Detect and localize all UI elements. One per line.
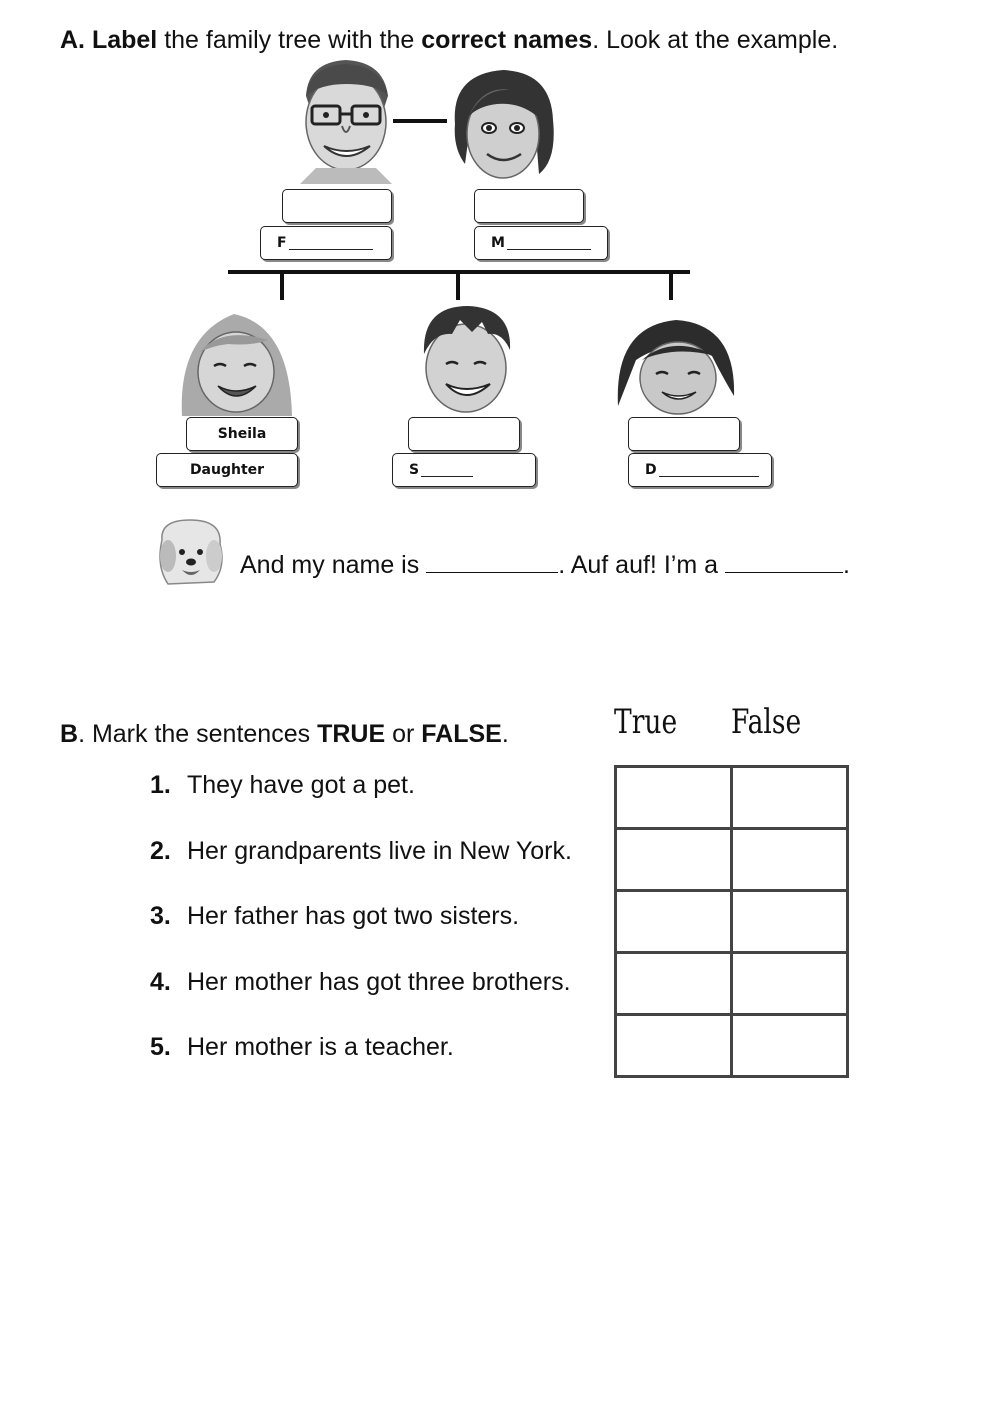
statement-row [150,902,519,931]
father-portrait [292,56,400,184]
daughter1-portrait [172,306,298,416]
son-relation-box[interactable] [392,453,536,487]
daughter1-relation: Daughter [189,462,265,478]
section-b-text-1: . Mark the sentences [78,720,318,748]
couple-connector [393,119,447,123]
daughter2-relation-blank [659,464,759,477]
grid-row [616,829,848,891]
son-portrait [412,302,518,416]
statement-row [150,968,571,997]
dog-portrait [156,516,226,588]
section-a-letter: A. [60,26,85,54]
section-a-instruction [60,26,838,55]
true-column-header: True [614,702,678,742]
dog-sentence-part-1: And my name is [240,551,427,579]
daughter2-stem [669,272,673,300]
statement-number: 5. [150,1033,171,1061]
daughter1-name: Sheila [217,426,267,442]
section-b-false-word: FALSE [421,720,502,748]
father-relation-box[interactable] [260,226,392,260]
statement-row [150,771,415,800]
mother-name-box[interactable] [474,189,584,223]
true-cell-2[interactable] [616,829,732,891]
statement-number: 3. [150,902,171,930]
true-cell-1[interactable] [616,767,732,829]
father-name-box[interactable] [282,189,392,223]
dog-name-blank[interactable] [426,550,558,573]
dog-sentence [240,550,850,580]
false-cell-1[interactable] [732,767,848,829]
father-relation-blank [289,237,373,250]
mother-relation-box[interactable] [474,226,608,260]
section-a-text-1: the family tree with the [157,26,422,54]
true-cell-3[interactable] [616,891,732,953]
section-b-letter: B [60,720,79,748]
statement-text: Her mother has got three brothers. [187,968,571,996]
son-name-box[interactable] [408,417,520,451]
section-b-text-3: . [501,720,509,748]
statement-text: Her grandparents live in New York. [187,837,572,865]
statement-text: They have got a pet. [187,771,415,799]
section-b-true-word: TRUE [317,720,386,748]
dog-animal-blank[interactable] [725,550,843,573]
mother-relation-blank [507,237,591,250]
mother-portrait [447,64,559,184]
statement-number: 1. [150,771,171,799]
daughter1-relation-box [156,453,298,487]
statement-text: Her mother is a teacher. [187,1033,454,1061]
section-a-emphasis: correct names [421,26,593,54]
statement-number: 2. [150,837,171,865]
section-a-verb: Label [91,26,158,54]
daughter1-name-box [186,417,298,451]
section-a-text-2: . Look at the example. [592,26,839,54]
statement-number: 4. [150,968,171,996]
daughter2-portrait [612,316,740,416]
grid-row [616,891,848,953]
son-stem [456,272,460,300]
false-cell-4[interactable] [732,953,848,1015]
mother-relation-initial: M [491,235,505,251]
false-cell-2[interactable] [732,829,848,891]
statement-text: Her father has got two sisters. [187,902,520,930]
dog-sentence-part-3: . [842,551,850,579]
true-cell-4[interactable] [616,953,732,1015]
true-false-grid [614,765,849,1078]
section-b-text-2: or [385,720,422,748]
grid-row [616,953,848,1015]
father-relation-initial: F [277,235,287,251]
false-cell-3[interactable] [732,891,848,953]
true-cell-5[interactable] [616,1015,732,1077]
daughter1-stem [280,272,284,300]
statement-row [150,1033,454,1062]
grid-row [616,767,848,829]
statement-row [150,837,572,866]
false-cell-5[interactable] [732,1015,848,1077]
grid-row [616,1015,848,1077]
daughter2-name-box[interactable] [628,417,740,451]
son-relation-blank [421,464,473,477]
son-relation-initial: S [409,462,420,478]
dog-sentence-part-2: . Auf auf! I’m a [558,551,725,579]
section-b-instruction [60,720,509,749]
daughter2-relation-initial: D [645,462,657,478]
false-column-header: False [731,702,802,742]
daughter2-relation-box[interactable] [628,453,772,487]
